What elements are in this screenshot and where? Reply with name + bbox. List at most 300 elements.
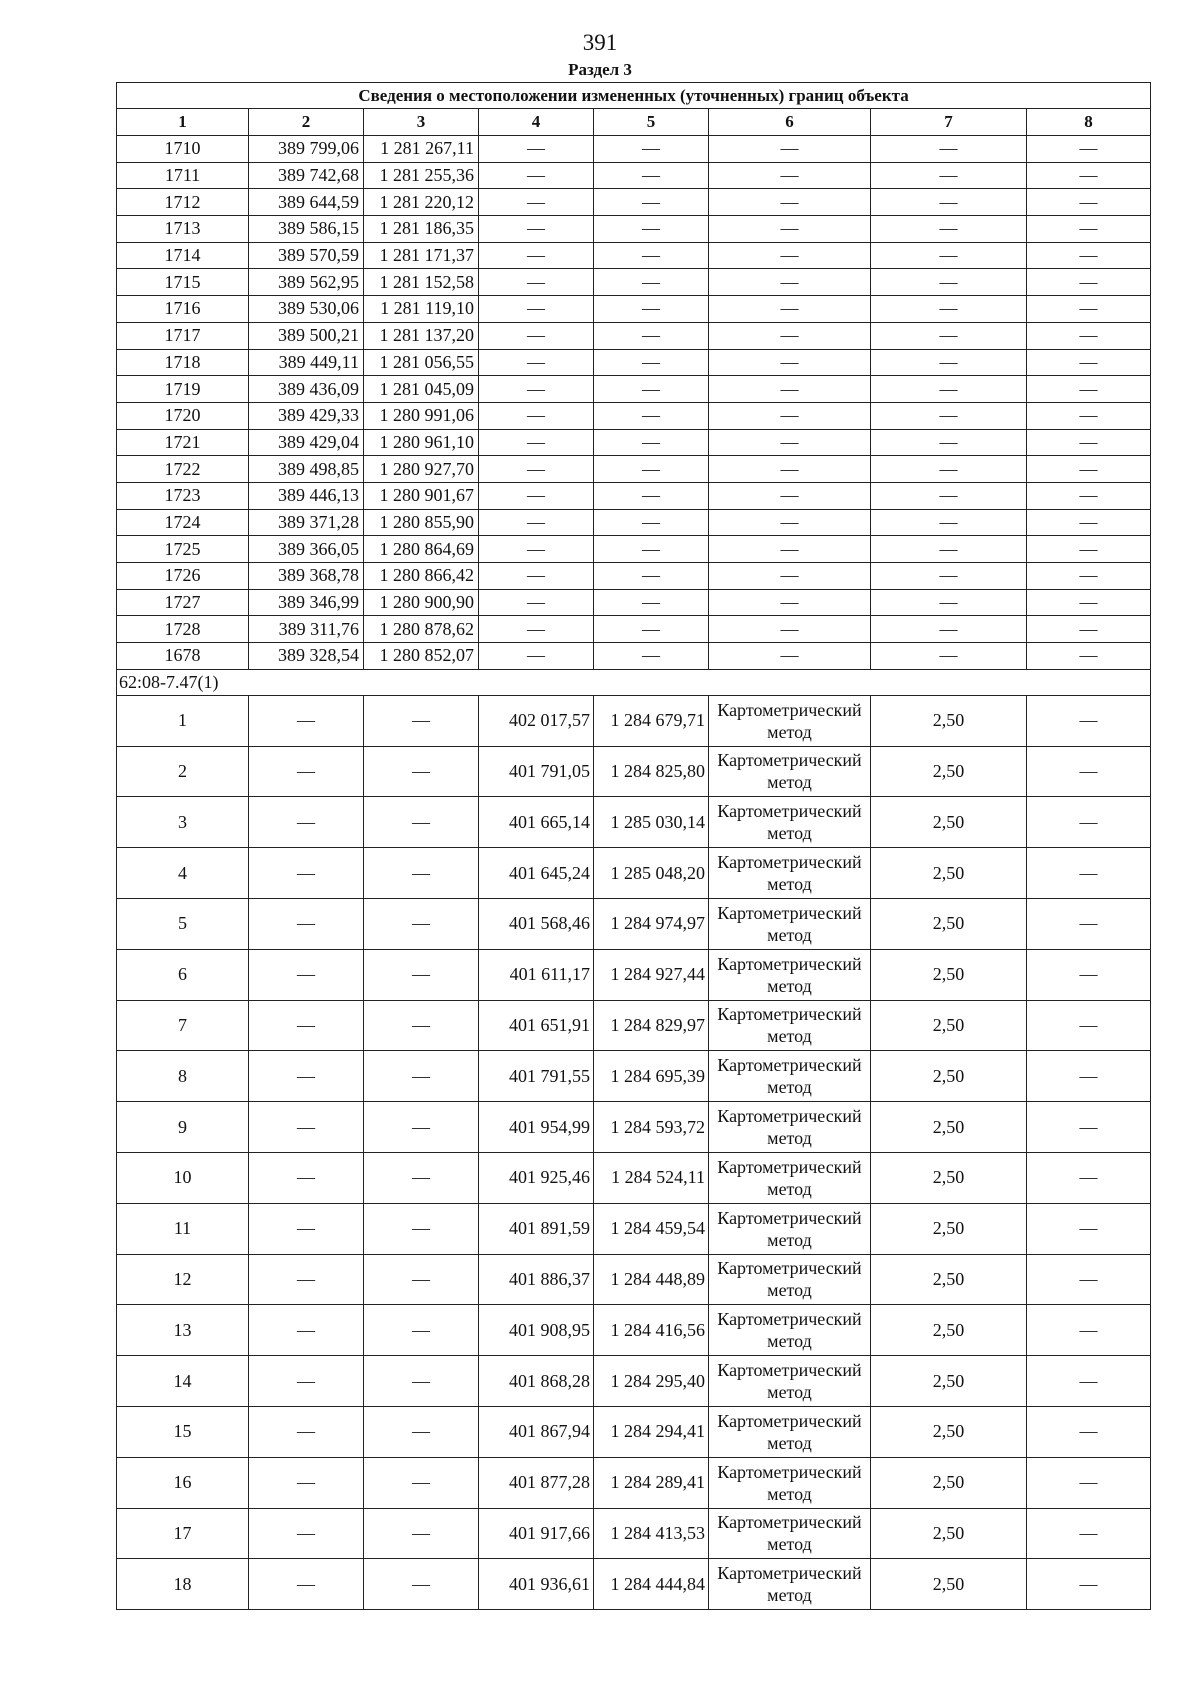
- empty-cell: —: [594, 482, 709, 509]
- empty-cell: —: [249, 1559, 364, 1610]
- table-row: [117, 589, 1151, 616]
- point-number-cell: 1719: [117, 376, 249, 403]
- table-row: [117, 898, 1151, 949]
- table-row: [117, 349, 1151, 376]
- empty-cell: —: [594, 162, 709, 189]
- empty-cell: —: [871, 402, 1027, 429]
- empty-cell: —: [594, 322, 709, 349]
- empty-cell: —: [249, 1102, 364, 1153]
- point-number-cell: 1715: [117, 269, 249, 296]
- empty-cell: —: [364, 1000, 479, 1051]
- empty-cell: —: [479, 296, 594, 323]
- y-coordinate-cell: 1 284 593,72: [594, 1102, 709, 1153]
- y-coordinate-cell: 1 284 459,54: [594, 1203, 709, 1254]
- column-header: 5: [594, 109, 709, 136]
- empty-cell: —: [1027, 376, 1151, 403]
- empty-cell: —: [1027, 269, 1151, 296]
- x-coordinate-cell: 389 644,59: [249, 189, 364, 216]
- y-coordinate-cell: 1 284 974,97: [594, 898, 709, 949]
- table-row: [117, 1356, 1151, 1407]
- y-coordinate-cell: 1 281 152,58: [364, 269, 479, 296]
- point-number-cell: 11: [117, 1203, 249, 1254]
- boundary-coordinates-table: [116, 82, 1151, 1610]
- x-coordinate-cell: 389 530,06: [249, 296, 364, 323]
- empty-cell: —: [364, 1152, 479, 1203]
- table-row: [117, 269, 1151, 296]
- point-number-cell: 1717: [117, 322, 249, 349]
- empty-cell: —: [1027, 456, 1151, 483]
- empty-cell: —: [709, 296, 871, 323]
- empty-cell: —: [871, 482, 1027, 509]
- empty-cell: —: [871, 136, 1027, 163]
- empty-cell: —: [871, 242, 1027, 269]
- x-coordinate-cell: 401 868,28: [479, 1356, 594, 1407]
- method-cell: Картометрический метод: [709, 898, 871, 949]
- point-number-cell: 1722: [117, 456, 249, 483]
- group-row: [117, 669, 1151, 695]
- empty-cell: —: [1027, 242, 1151, 269]
- empty-cell: —: [1027, 322, 1151, 349]
- table-row: [117, 322, 1151, 349]
- table-row: [117, 216, 1151, 243]
- accuracy-cell: 2,50: [871, 1457, 1027, 1508]
- accuracy-cell: 2,50: [871, 1254, 1027, 1305]
- table-row: [117, 616, 1151, 643]
- y-coordinate-cell: 1 284 679,71: [594, 695, 709, 746]
- empty-cell: —: [871, 189, 1027, 216]
- point-number-cell: 6: [117, 949, 249, 1000]
- empty-cell: —: [594, 589, 709, 616]
- point-number-cell: 16: [117, 1457, 249, 1508]
- point-number-cell: 2: [117, 746, 249, 797]
- x-coordinate-cell: 401 877,28: [479, 1457, 594, 1508]
- empty-cell: —: [249, 695, 364, 746]
- accuracy-cell: 2,50: [871, 1559, 1027, 1610]
- empty-cell: —: [479, 482, 594, 509]
- empty-cell: —: [479, 509, 594, 536]
- point-number-cell: 1716: [117, 296, 249, 323]
- table-row: [117, 643, 1151, 670]
- empty-cell: —: [479, 456, 594, 483]
- empty-cell: —: [594, 189, 709, 216]
- empty-cell: —: [479, 402, 594, 429]
- empty-cell: —: [1027, 589, 1151, 616]
- y-coordinate-cell: 1 284 448,89: [594, 1254, 709, 1305]
- accuracy-cell: 2,50: [871, 949, 1027, 1000]
- empty-cell: —: [594, 136, 709, 163]
- empty-cell: —: [871, 322, 1027, 349]
- point-number-cell: 1712: [117, 189, 249, 216]
- x-coordinate-cell: 389 311,76: [249, 616, 364, 643]
- method-cell: Картометрический метод: [709, 848, 871, 899]
- empty-cell: —: [479, 643, 594, 670]
- empty-cell: —: [249, 1356, 364, 1407]
- x-coordinate-cell: 389 500,21: [249, 322, 364, 349]
- point-number-cell: 14: [117, 1356, 249, 1407]
- point-number-cell: 15: [117, 1406, 249, 1457]
- empty-cell: —: [709, 643, 871, 670]
- empty-cell: —: [594, 296, 709, 323]
- empty-cell: —: [364, 695, 479, 746]
- empty-cell: —: [364, 1203, 479, 1254]
- accuracy-cell: 2,50: [871, 1051, 1027, 1102]
- accuracy-cell: 2,50: [871, 1406, 1027, 1457]
- table-row: [117, 746, 1151, 797]
- empty-cell: —: [1027, 1305, 1151, 1356]
- empty-cell: —: [249, 1254, 364, 1305]
- empty-cell: —: [249, 1203, 364, 1254]
- empty-cell: —: [871, 616, 1027, 643]
- table-row: [117, 536, 1151, 563]
- empty-cell: —: [1027, 349, 1151, 376]
- empty-cell: —: [364, 1356, 479, 1407]
- empty-cell: —: [594, 429, 709, 456]
- empty-cell: —: [709, 616, 871, 643]
- column-header: 8: [1027, 109, 1151, 136]
- table-row: [117, 242, 1151, 269]
- empty-cell: —: [479, 616, 594, 643]
- y-coordinate-cell: 1 284 289,41: [594, 1457, 709, 1508]
- x-coordinate-cell: 389 371,28: [249, 509, 364, 536]
- y-coordinate-cell: 1 285 048,20: [594, 848, 709, 899]
- y-coordinate-cell: 1 284 444,84: [594, 1559, 709, 1610]
- empty-cell: —: [1027, 1102, 1151, 1153]
- empty-cell: —: [709, 402, 871, 429]
- empty-cell: —: [1027, 1406, 1151, 1457]
- accuracy-cell: 2,50: [871, 1305, 1027, 1356]
- empty-cell: —: [1027, 797, 1151, 848]
- empty-cell: —: [1027, 1356, 1151, 1407]
- empty-cell: —: [709, 376, 871, 403]
- empty-cell: —: [479, 162, 594, 189]
- empty-cell: —: [709, 136, 871, 163]
- empty-cell: —: [709, 589, 871, 616]
- empty-cell: —: [249, 1051, 364, 1102]
- page-number: 391: [582, 30, 618, 55]
- empty-cell: —: [479, 136, 594, 163]
- method-cell: Картометрический метод: [709, 1102, 871, 1153]
- empty-cell: —: [594, 216, 709, 243]
- x-coordinate-cell: 401 611,17: [479, 949, 594, 1000]
- point-number-cell: 18: [117, 1559, 249, 1610]
- empty-cell: —: [1027, 429, 1151, 456]
- empty-cell: —: [1027, 136, 1151, 163]
- column-header: 3: [364, 109, 479, 136]
- empty-cell: —: [594, 456, 709, 483]
- method-cell: Картометрический метод: [709, 746, 871, 797]
- y-coordinate-cell: 1 281 255,36: [364, 162, 479, 189]
- method-cell: Картометрический метод: [709, 1305, 871, 1356]
- empty-cell: —: [1027, 1254, 1151, 1305]
- empty-cell: —: [871, 162, 1027, 189]
- table-row: [117, 1254, 1151, 1305]
- empty-cell: —: [871, 509, 1027, 536]
- x-coordinate-cell: 389 436,09: [249, 376, 364, 403]
- x-coordinate-cell: 389 429,04: [249, 429, 364, 456]
- y-coordinate-cell: 1 285 030,14: [594, 797, 709, 848]
- y-coordinate-cell: 1 280 852,07: [364, 643, 479, 670]
- y-coordinate-cell: 1 281 220,12: [364, 189, 479, 216]
- table-row: [117, 296, 1151, 323]
- x-coordinate-cell: 389 446,13: [249, 482, 364, 509]
- y-coordinate-cell: 1 284 416,56: [594, 1305, 709, 1356]
- empty-cell: —: [249, 1457, 364, 1508]
- empty-cell: —: [1027, 482, 1151, 509]
- accuracy-cell: 2,50: [871, 695, 1027, 746]
- table-row: [117, 402, 1151, 429]
- point-number-cell: 1678: [117, 643, 249, 670]
- point-number-cell: 1711: [117, 162, 249, 189]
- y-coordinate-cell: 1 284 524,11: [594, 1152, 709, 1203]
- point-number-cell: 1721: [117, 429, 249, 456]
- y-coordinate-cell: 1 281 056,55: [364, 349, 479, 376]
- empty-cell: —: [249, 848, 364, 899]
- empty-cell: —: [364, 949, 479, 1000]
- x-coordinate-cell: 401 645,24: [479, 848, 594, 899]
- empty-cell: —: [1027, 563, 1151, 590]
- table-row: [117, 136, 1151, 163]
- method-cell: Картометрический метод: [709, 1152, 871, 1203]
- point-number-cell: 1: [117, 695, 249, 746]
- x-coordinate-cell: 401 925,46: [479, 1152, 594, 1203]
- point-number-cell: 13: [117, 1305, 249, 1356]
- table-row: [117, 949, 1151, 1000]
- empty-cell: —: [709, 189, 871, 216]
- point-number-cell: 5: [117, 898, 249, 949]
- y-coordinate-cell: 1 280 961,10: [364, 429, 479, 456]
- accuracy-cell: 2,50: [871, 797, 1027, 848]
- empty-cell: —: [871, 643, 1027, 670]
- empty-cell: —: [594, 563, 709, 590]
- x-coordinate-cell: 389 429,33: [249, 402, 364, 429]
- x-coordinate-cell: 389 368,78: [249, 563, 364, 590]
- empty-cell: —: [479, 322, 594, 349]
- method-cell: Картометрический метод: [709, 1406, 871, 1457]
- point-number-cell: 4: [117, 848, 249, 899]
- y-coordinate-cell: 1 284 829,97: [594, 1000, 709, 1051]
- x-coordinate-cell: 401 665,14: [479, 797, 594, 848]
- empty-cell: —: [249, 746, 364, 797]
- empty-cell: —: [594, 376, 709, 403]
- y-coordinate-cell: 1 281 119,10: [364, 296, 479, 323]
- cadastral-group-label: 62:08-7.47(1): [117, 669, 1151, 695]
- empty-cell: —: [1027, 848, 1151, 899]
- table-row: [117, 563, 1151, 590]
- empty-cell: —: [364, 1305, 479, 1356]
- table-row: [117, 162, 1151, 189]
- column-header: 4: [479, 109, 594, 136]
- empty-cell: —: [479, 536, 594, 563]
- x-coordinate-cell: 389 562,95: [249, 269, 364, 296]
- column-header: 7: [871, 109, 1027, 136]
- table-row: [117, 1000, 1151, 1051]
- empty-cell: —: [1027, 402, 1151, 429]
- empty-cell: —: [364, 1254, 479, 1305]
- section-title: Раздел 3: [568, 60, 632, 79]
- point-number-cell: 1720: [117, 402, 249, 429]
- x-coordinate-cell: 389 799,06: [249, 136, 364, 163]
- x-coordinate-cell: 401 954,99: [479, 1102, 594, 1153]
- y-coordinate-cell: 1 284 295,40: [594, 1356, 709, 1407]
- empty-cell: —: [1027, 1203, 1151, 1254]
- method-cell: Картометрический метод: [709, 1508, 871, 1559]
- column-header: 2: [249, 109, 364, 136]
- empty-cell: —: [364, 1508, 479, 1559]
- y-coordinate-cell: 1 281 171,37: [364, 242, 479, 269]
- point-number-cell: 12: [117, 1254, 249, 1305]
- empty-cell: —: [364, 848, 479, 899]
- empty-cell: —: [709, 509, 871, 536]
- method-cell: Картометрический метод: [709, 695, 871, 746]
- empty-cell: —: [364, 1102, 479, 1153]
- empty-cell: —: [1027, 1508, 1151, 1559]
- empty-cell: —: [1027, 1559, 1151, 1610]
- method-cell: Картометрический метод: [709, 1254, 871, 1305]
- y-coordinate-cell: 1 280 927,70: [364, 456, 479, 483]
- empty-cell: —: [1027, 1457, 1151, 1508]
- point-number-cell: 1710: [117, 136, 249, 163]
- empty-cell: —: [479, 376, 594, 403]
- empty-cell: —: [871, 429, 1027, 456]
- empty-cell: —: [1027, 949, 1151, 1000]
- empty-cell: —: [594, 269, 709, 296]
- point-number-cell: 1718: [117, 349, 249, 376]
- empty-cell: —: [1027, 1051, 1151, 1102]
- empty-cell: —: [249, 898, 364, 949]
- table-row: [117, 1457, 1151, 1508]
- empty-cell: —: [594, 402, 709, 429]
- empty-cell: —: [479, 242, 594, 269]
- empty-cell: —: [871, 216, 1027, 243]
- empty-cell: —: [709, 536, 871, 563]
- empty-cell: —: [594, 349, 709, 376]
- table-row: [117, 1305, 1151, 1356]
- method-cell: Картометрический метод: [709, 1457, 871, 1508]
- y-coordinate-cell: 1 284 695,39: [594, 1051, 709, 1102]
- empty-cell: —: [479, 563, 594, 590]
- table-row: [117, 429, 1151, 456]
- empty-cell: —: [871, 563, 1027, 590]
- empty-cell: —: [594, 536, 709, 563]
- empty-cell: —: [1027, 695, 1151, 746]
- table-row: [117, 482, 1151, 509]
- method-cell: Картометрический метод: [709, 797, 871, 848]
- empty-cell: —: [709, 482, 871, 509]
- empty-cell: —: [1027, 643, 1151, 670]
- empty-cell: —: [479, 269, 594, 296]
- empty-cell: —: [249, 1152, 364, 1203]
- empty-cell: —: [1027, 296, 1151, 323]
- table-row: [117, 1051, 1151, 1102]
- x-coordinate-cell: 389 742,68: [249, 162, 364, 189]
- table-row: [117, 1406, 1151, 1457]
- x-coordinate-cell: 389 366,05: [249, 536, 364, 563]
- table-row: [117, 797, 1151, 848]
- y-coordinate-cell: 1 280 866,42: [364, 563, 479, 590]
- empty-cell: —: [1027, 746, 1151, 797]
- empty-cell: —: [709, 242, 871, 269]
- empty-cell: —: [1027, 536, 1151, 563]
- table-row: [117, 1102, 1151, 1153]
- empty-cell: —: [364, 1051, 479, 1102]
- point-number-cell: 1727: [117, 589, 249, 616]
- point-number-cell: 8: [117, 1051, 249, 1102]
- accuracy-cell: 2,50: [871, 746, 1027, 797]
- point-number-cell: 7: [117, 1000, 249, 1051]
- method-cell: Картометрический метод: [709, 1559, 871, 1610]
- method-cell: Картометрический метод: [709, 949, 871, 1000]
- empty-cell: —: [594, 643, 709, 670]
- point-number-cell: 1728: [117, 616, 249, 643]
- y-coordinate-cell: 1 281 137,20: [364, 322, 479, 349]
- empty-cell: —: [1027, 216, 1151, 243]
- empty-cell: —: [364, 1457, 479, 1508]
- table-row: [117, 509, 1151, 536]
- accuracy-cell: 2,50: [871, 1508, 1027, 1559]
- x-coordinate-cell: 389 586,15: [249, 216, 364, 243]
- table-row: [117, 189, 1151, 216]
- x-coordinate-cell: 401 917,66: [479, 1508, 594, 1559]
- table-row: [117, 1559, 1151, 1610]
- empty-cell: —: [871, 269, 1027, 296]
- empty-cell: —: [871, 456, 1027, 483]
- table-caption: Сведения о местоположении измененных (уточненных) границ объекта: [117, 83, 1151, 109]
- y-coordinate-cell: 1 280 991,06: [364, 402, 479, 429]
- x-coordinate-cell: 401 791,05: [479, 746, 594, 797]
- x-coordinate-cell: 401 651,91: [479, 1000, 594, 1051]
- x-coordinate-cell: 401 867,94: [479, 1406, 594, 1457]
- table-row: [117, 695, 1151, 746]
- empty-cell: —: [364, 898, 479, 949]
- y-coordinate-cell: 1 284 927,44: [594, 949, 709, 1000]
- empty-cell: —: [871, 349, 1027, 376]
- empty-cell: —: [871, 376, 1027, 403]
- empty-cell: —: [364, 797, 479, 848]
- x-coordinate-cell: 389 570,59: [249, 242, 364, 269]
- accuracy-cell: 2,50: [871, 898, 1027, 949]
- empty-cell: —: [249, 1000, 364, 1051]
- y-coordinate-cell: 1 284 413,53: [594, 1508, 709, 1559]
- accuracy-cell: 2,50: [871, 1356, 1027, 1407]
- empty-cell: —: [871, 536, 1027, 563]
- x-coordinate-cell: 401 568,46: [479, 898, 594, 949]
- point-number-cell: 1723: [117, 482, 249, 509]
- method-cell: Картометрический метод: [709, 1203, 871, 1254]
- empty-cell: —: [364, 746, 479, 797]
- method-cell: Картометрический метод: [709, 1356, 871, 1407]
- empty-cell: —: [479, 349, 594, 376]
- table-row: [117, 848, 1151, 899]
- empty-cell: —: [1027, 1000, 1151, 1051]
- x-coordinate-cell: 389 449,11: [249, 349, 364, 376]
- method-cell: Картометрический метод: [709, 1000, 871, 1051]
- empty-cell: —: [479, 216, 594, 243]
- y-coordinate-cell: 1 281 186,35: [364, 216, 479, 243]
- empty-cell: —: [709, 216, 871, 243]
- x-coordinate-cell: 389 346,99: [249, 589, 364, 616]
- y-coordinate-cell: 1 281 267,11: [364, 136, 479, 163]
- empty-cell: —: [1027, 898, 1151, 949]
- point-number-cell: 1713: [117, 216, 249, 243]
- y-coordinate-cell: 1 281 045,09: [364, 376, 479, 403]
- y-coordinate-cell: 1 280 900,90: [364, 589, 479, 616]
- empty-cell: —: [1027, 509, 1151, 536]
- empty-cell: —: [871, 589, 1027, 616]
- empty-cell: —: [479, 589, 594, 616]
- x-coordinate-cell: 402 017,57: [479, 695, 594, 746]
- empty-cell: —: [709, 162, 871, 189]
- column-header: 6: [709, 109, 871, 136]
